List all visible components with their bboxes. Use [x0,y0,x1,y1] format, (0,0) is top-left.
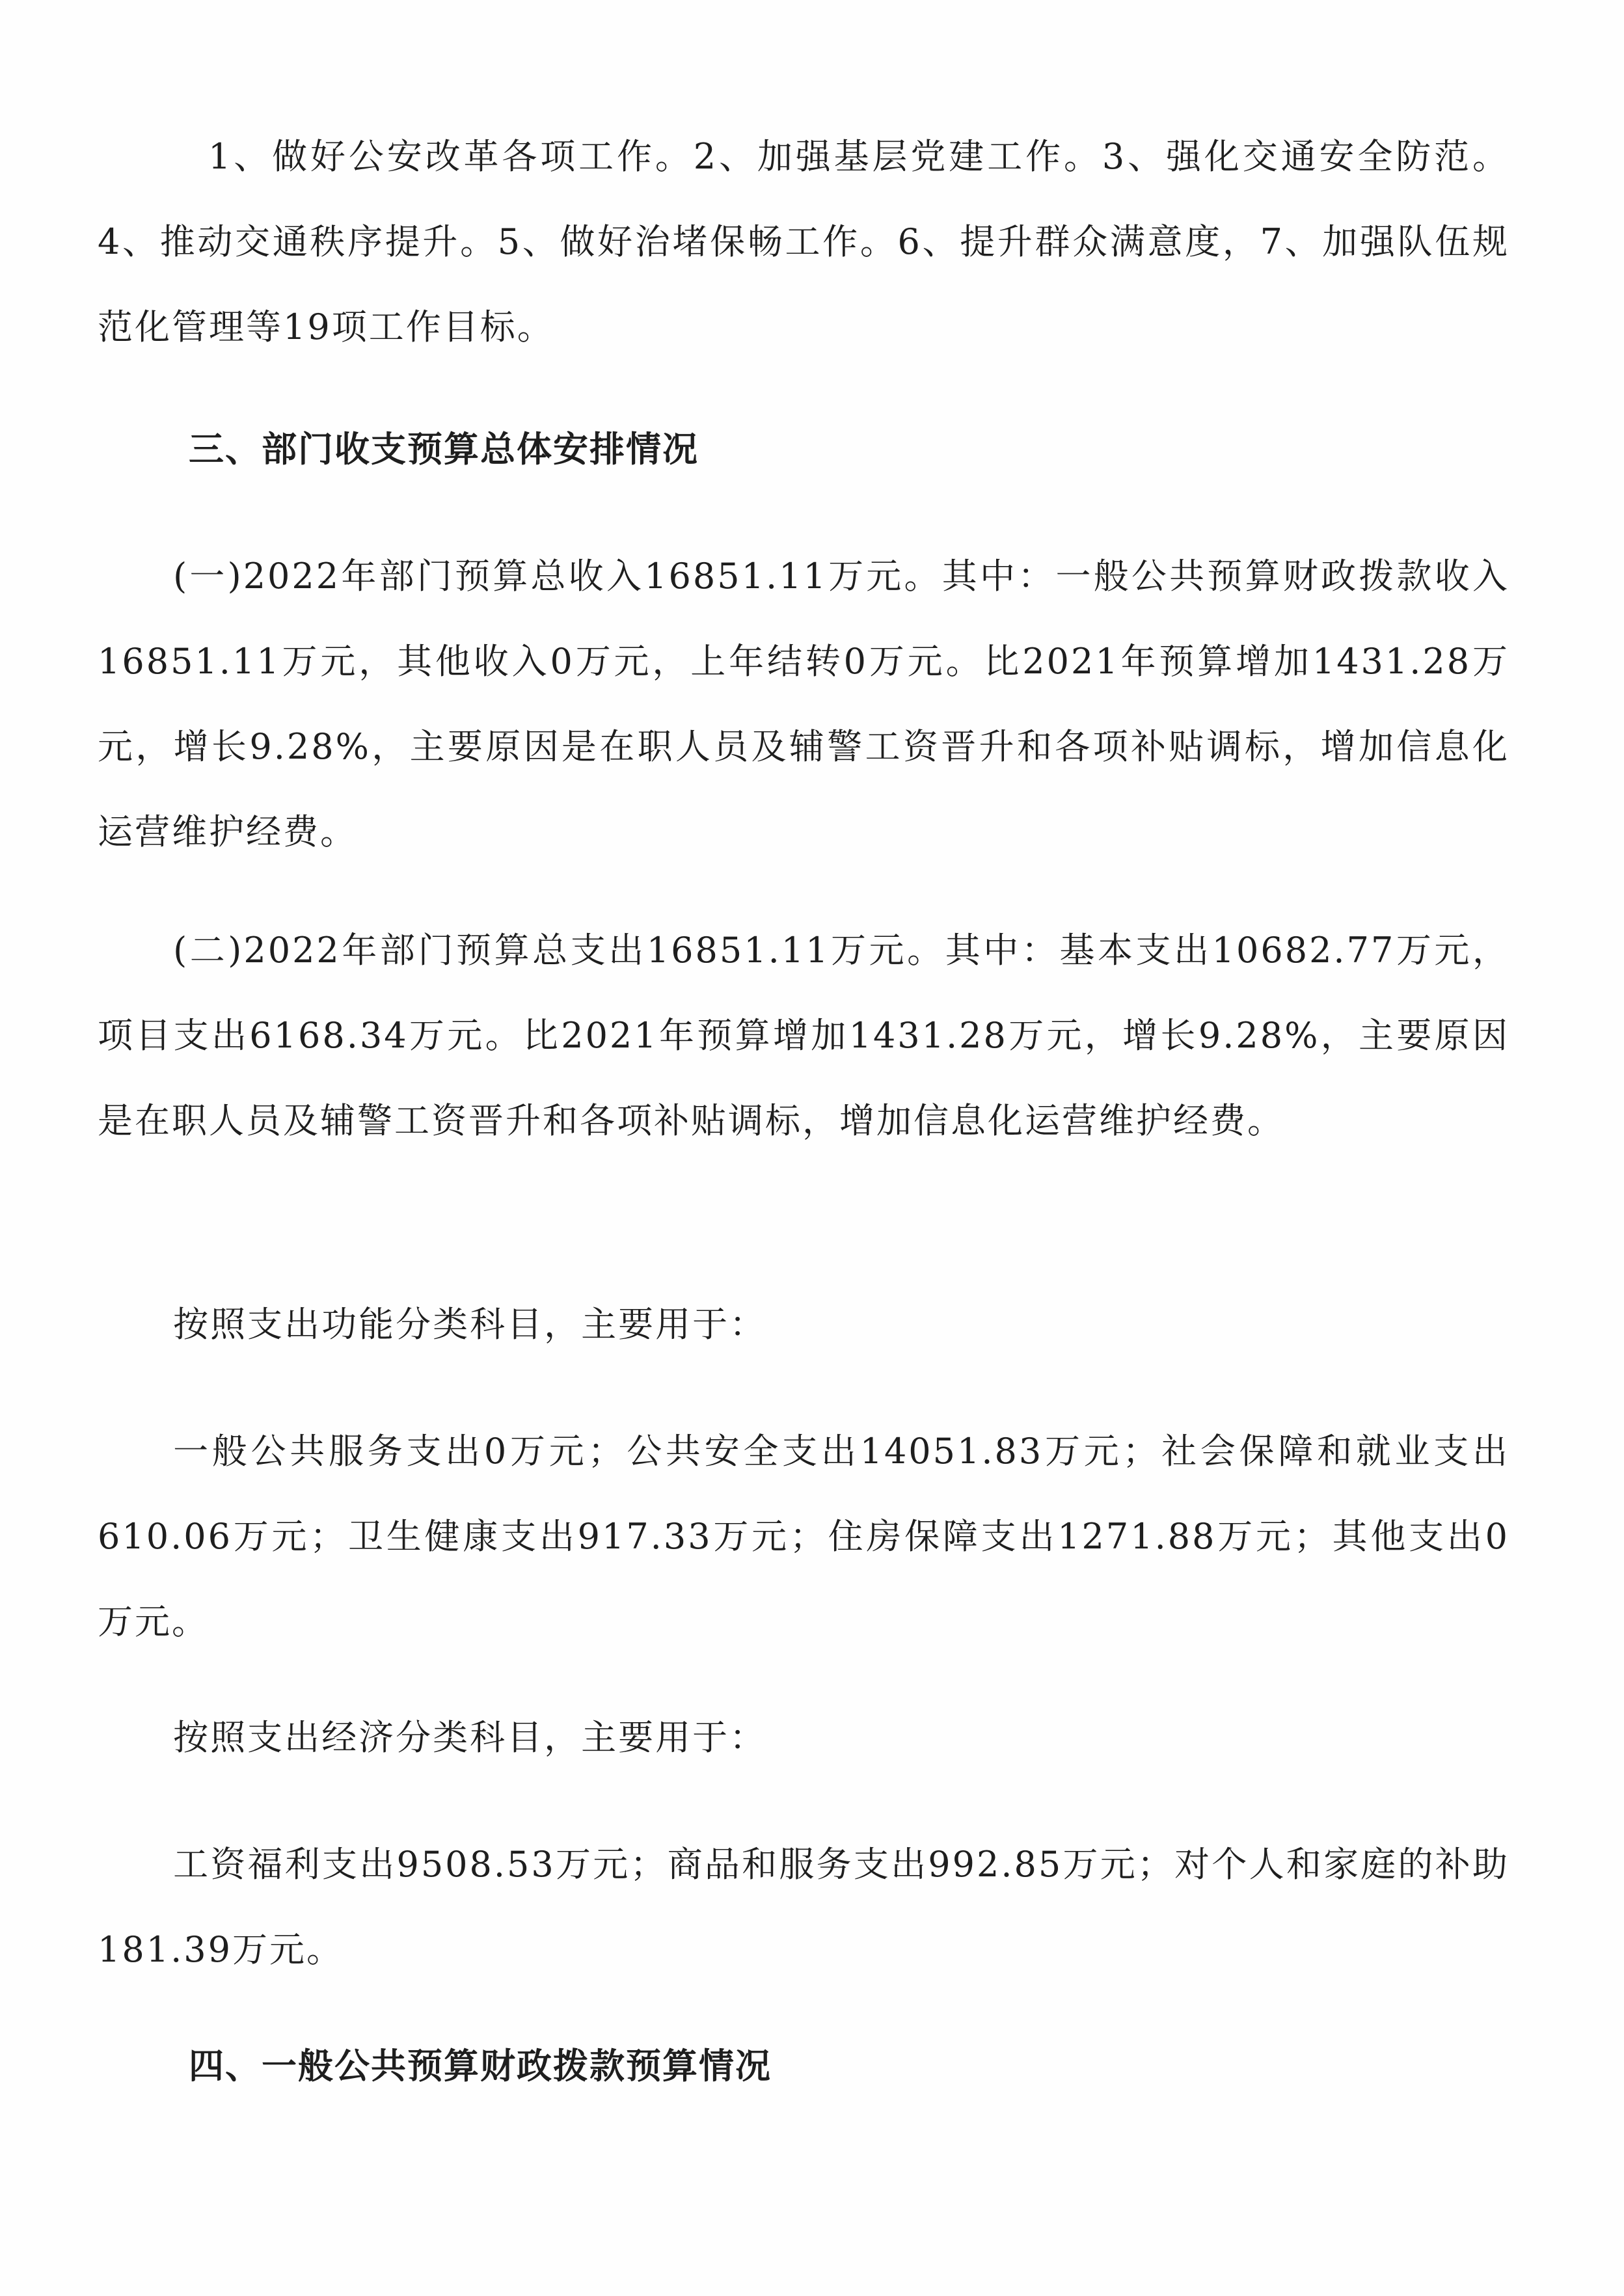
work-goals-paragraph: 1、做好公安改革各项工作。2、加强基层党建工作。3、强化交通安全防范。4、推动交通秩序提升。5、做好治堵保畅工作。6、提升群众满意度，7、加强队伍规范化管理等19项工作目标。 [98,136,1509,347]
section-four-heading: 四、一般公共预算财政拨款预算情况 [189,2046,772,2087]
total-expense-paragraph: (二)2022年部门预算总支出16851.11万元。其中：基本支出10682.77万元，项目支出6168.34万元。比2021年预算增加1431.28万元，增长9.28%，主要原因是在职人员及辅警工资晋升和各项补贴调标，增加信息化运营维护经费。 [98,930,1509,1141]
economic-classification-intro: 按照支出经济分类科目，主要用于： [173,1717,767,1758]
functional-classification-intro: 按照支出功能分类科目，主要用于： [173,1304,767,1345]
section-three-heading: 三、部门收支预算总体安排情况 [189,429,699,470]
economic-classification-paragraph: 工资福利支出9508.53万元；商品和服务支出992.85万元；对个人和家庭的补助181.39万元。 [98,1844,1509,1970]
functional-classification-paragraph: 一般公共服务支出0万元；公共安全支出14051.83万元；社会保障和就业支出610.06万元；卫生健康支出917.33万元；住房保障支出1271.88万元；其他支出0万元。 [98,1431,1509,1642]
total-income-paragraph: (一)2022年部门预算总收入16851.11万元。其中：一般公共预算财政拨款收入16851.11万元，其他收入0万元，上年结转0万元。比2021年预算增加1431.28万元，增长9.28%，主要原因是在职人员及辅警工资晋升和各项补贴调标，增加信息化运营维护经费。 [98,556,1509,852]
